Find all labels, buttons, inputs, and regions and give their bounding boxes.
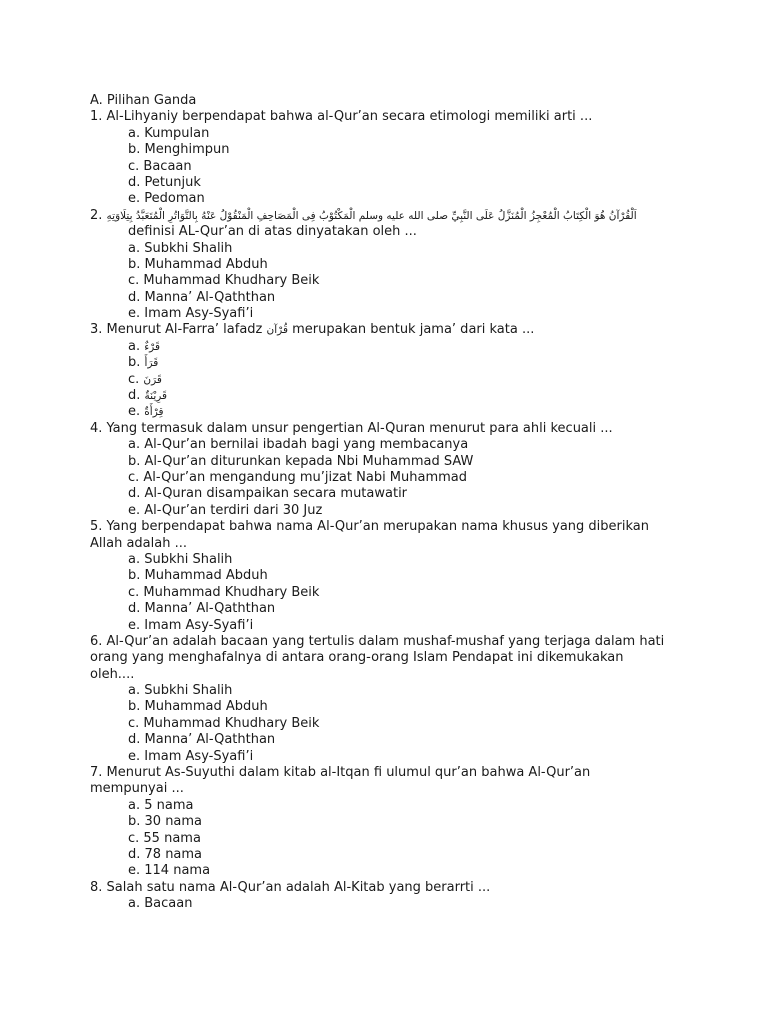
q3-option-b-letter: b. [128,355,141,371]
q4-option-c: c. Al-Qur’an mengandung mu’jizat Nabi Muhammad [128,469,468,485]
question-2-arabic-line [90,208,690,224]
quiz-document [90,93,690,913]
q3-option-e-letter: e. [128,404,141,420]
q5-option-c: c. Muhammad Khudhary Beik [128,584,320,600]
q5-option-b: b. Muhammad Abduh [128,568,268,584]
q2-option-d: d. Manna’ Al-Qaththan [128,289,276,305]
question-8: 8. Salah satu nama Al-Qur’an adalah Al-Kitab yang berarrti ... [90,879,491,895]
q8-option-a: a. Bacaan [128,896,193,912]
question-3-text-before: 3. Menurut Al-Farra’ lafadz [90,322,263,338]
q2-option-c: c. Muhammad Khudhary Beik [128,273,320,289]
question-5-line-2: Allah adalah ... [90,535,187,551]
q3-option-c [90,372,690,388]
q3-option-d-letter: d. [128,388,141,404]
question-1: 1. Al-Lihyaniy berpendapat bahwa al-Qur’an secara etimologi memiliki arti ... [90,109,593,125]
q4-option-e: e. Al-Qur’an terdiri dari 30 Juz [128,502,323,518]
q3-option-c-letter: c. [128,371,140,387]
q1-option-e: e. Pedoman [128,191,205,207]
section-heading: A. Pilihan Ganda [90,93,197,108]
q4-option-b: b. Al-Qur’an diturunkan kepada Nbi Muhammad SAW [128,453,474,469]
question-6-line-1: 6. Al-Qur’an adalah bacaan yang tertulis dalam mushaf-mushaf yang terjaga dalam hati [90,633,665,649]
q5-option-d: d. Manna’ Al-Qaththan [128,601,276,617]
question-6-line-2: orang yang menghafalnya di antara orang-orang Islam Pendapat ini dikemukakan [90,650,624,666]
q1-option-a: a. Kumpulan [128,125,210,141]
q3-option-b-arabic: قَرَأَ [144,357,159,370]
q2-option-e: e. Imam Asy-Syafi’i [128,306,254,322]
q5-option-e: e. Imam Asy-Syafi’i [128,617,254,633]
q1-option-b: b. Menghimpun [128,142,230,158]
q3-option-a [90,339,690,355]
q3-option-c-arabic: قَرَنَ [143,373,162,386]
q4-option-a: a. Al-Qur’an bernilai ibadah bagi yang membacanya [128,437,469,453]
q1-option-d: d. Petunjuk [128,174,201,190]
question-3-arabic-word: قُرْآن [266,324,288,337]
question-6-line-3: oleh.... [90,666,135,682]
q2-option-a: a. Subkhi Shalih [128,240,233,256]
q6-option-b: b. Muhammad Abduh [128,699,268,715]
q7-option-c: c. 55 nama [128,830,201,846]
question-2-arabic-definition: اَلْقُرْآنُ هُوَ الْكِتَابُ الْمُعْجِزُ الْمُنَزَّلُ عَلَى النَّبِيِّ صلى الله عليه وسلم الْمَكْتُوْبُ فِى الْمَصَاحِفِ الْمَنْقُوْلُ عَنْهُ بِالتَّوَاتُرِ الْمُتَعَبَّدُ بِتِلَاوَتِهِ [106,209,637,222]
q7-option-a: a. 5 nama [128,797,194,813]
question-7-line-2: mempunyai ... [90,781,184,797]
q3-option-d-arabic: قَرِيْنَةٌ [144,390,168,403]
question-4: 4. Yang termasuk dalam unsur pengertian Al-Quran menurut para ahli kecuali ... [90,420,613,436]
q7-option-d: d. 78 nama [128,846,203,862]
q6-option-e: e. Imam Asy-Syafi’i [128,748,254,764]
q3-option-e [90,404,690,420]
question-3 [90,322,690,338]
q6-option-a: a. Subkhi Shalih [128,683,233,699]
question-5-line-1: 5. Yang berpendapat bahwa nama Al-Qur’an merupakan nama khusus yang diberikan [90,519,649,535]
q7-option-e: e. 114 nama [128,863,211,879]
question-2: definisi AL-Qur’an di atas dinyatakan oleh ... [128,224,417,240]
q2-option-b: b. Muhammad Abduh [128,256,268,272]
question-3-text-after: merupakan bentuk jama’ dari kata ... [292,322,535,338]
q1-option-c: c. Bacaan [128,158,192,174]
q3-option-e-arabic: قِرْأَةٌ [144,406,164,419]
q3-option-b [90,355,690,371]
q3-option-a-letter: a. [128,338,141,354]
q7-option-b: b. 30 nama [128,814,203,830]
q6-option-c: c. Muhammad Khudhary Beik [128,715,320,731]
q4-option-d: d. Al-Quran disampaikan secara mutawatir [128,486,408,502]
q3-option-d [90,388,690,404]
question-2-number: 2. [90,207,103,223]
q3-option-a-arabic: قَرْءٌ [144,340,160,353]
question-7-line-1: 7. Menurut As-Suyuthi dalam kitab al-Itqan fi ulumul qur’an bahwa Al-Qur’an [90,765,591,781]
q6-option-d: d. Manna’ Al-Qaththan [128,732,276,748]
q5-option-a: a. Subkhi Shalih [128,551,233,567]
